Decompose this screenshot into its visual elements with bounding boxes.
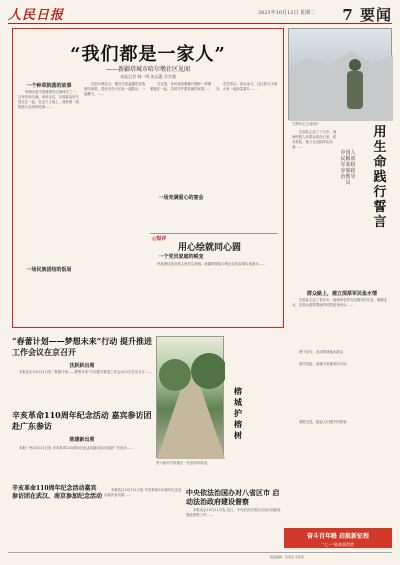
rule-of-law-headline[interactable]: 中央依法治国办对八省区市 启动法治政府建设督察 [186, 488, 280, 506]
right-subhead-3: 勇敢无畏，挺起人们眼中的脊梁 [299, 420, 347, 424]
feature-divider [150, 233, 278, 234]
banyan-caption: 图为福州市鼓楼区一处榕树林荫道。 [156, 461, 211, 465]
xinhai-guangdong-subhead: 陈建新出席 [69, 437, 95, 443]
xinhai-wuhan-text: 本报武汉10月11日电 辛亥革命110周年纪念活动嘉宾参访团…… [104, 488, 182, 497]
side-subhead: 群众路上，建立深厚军民鱼水情 [306, 291, 377, 297]
soldier-snow-image [289, 29, 393, 121]
lead-column-1: 塔城市是中国重要的边境城市之一，这里东西交流、南来北往，各族群众世代居住在一起，在这片土地上，流传着一段段感人至深的故事…… [18, 90, 80, 109]
spring-bud-text: 本报北京10月11日电 “春蕾计划——梦想未来”行动提升推进工作会议11日在京召开…… [19, 370, 152, 374]
rule-of-law-text: 本报北京10月11日电 近日，中央依法治国办启动法治政府建设督察工作…… [186, 508, 281, 517]
soldier-body [347, 71, 363, 109]
promo-line-2: “七一”勋章获得者 [321, 542, 355, 547]
xinhai-wuhan-headline[interactable]: 辛亥革命110周年纪念活动嘉宾参访团在武汉、南京参加纪念活动 [12, 485, 103, 500]
right-subhead-1: 勇于担当，成功救援落水群众 [299, 350, 344, 354]
feature-label: ◎短评 [152, 236, 167, 242]
anniversary-promo-box[interactable] [284, 528, 392, 548]
lead-column-3: 在这里，各民族同胞像石榴籽一样紧紧抱在一起，共同守护着美丽的家园…… [150, 82, 212, 91]
tree-canopy-left [159, 359, 191, 391]
right-subhead-2: 面对危险，他毫不犹豫冲向火场 [299, 362, 347, 366]
feature-title[interactable]: 用心绘就同心圆 [178, 243, 242, 253]
soldier-head [349, 59, 361, 71]
lead-subheadline: ——新疆塔城市哈尔墩社区见闻 [105, 66, 190, 73]
lead-subhead-3: 一场充满爱心的宴会 [158, 195, 204, 201]
side-headline[interactable]: 用生命践行誓言 [373, 125, 387, 230]
masthead-divider [8, 23, 392, 24]
banyan-image [157, 337, 225, 459]
banyan-title[interactable]: 榕城 护榕树 [234, 386, 242, 440]
side-column-2: 在部队生活了很多年，他始终坚持为民服务的宗旨，兢兢业业，在群众需要帮助的时候挺身而出…… [292, 298, 388, 307]
spring-bud-headline[interactable]: “春蕾计划——梦想未来”行动 提升推进工作会议在京召开 [12, 336, 152, 357]
lead-byline: 本报记者 韩一鸣 张远惠 乔杰涵 [120, 74, 176, 79]
lead-column-4: 党员带头、群众参与，社区的大小事务，大家一起商量着办…… [216, 82, 278, 91]
lead-column-2: 在哈尔墩社区，随处可见温馨的民族团结场景，居民们在小区里一起散步、一起聊天，…… [84, 82, 146, 96]
footer-editors: 版面编辑：张某某 李某某 [270, 555, 304, 559]
date-line: 2021年10月12日 星期二 [258, 10, 316, 16]
lead-subhead-4: 一个党员家庭的蜕变 [158, 254, 204, 260]
footer-divider [8, 552, 392, 553]
newspaper-logo: 人民日报 [8, 8, 65, 23]
side-kicker: 中国人民解放军某机步旅政治教导员 [340, 150, 356, 186]
spring-bud-subhead: 沈跃跃出席 [69, 363, 95, 369]
feature-text: 民族团结是各族人民的生命线。新疆塔城哈尔墩社区的故事告诉我们…… [157, 262, 266, 266]
xinhai-guangdong-headline[interactable]: 辛亥革命110周年纪念活动 嘉宾参访团赴广东参访 [12, 410, 152, 431]
lead-headline[interactable]: “我们都是一家人” [70, 44, 226, 65]
soldier-photo-caption: 王辉同志生前照片 [292, 122, 320, 126]
promo-line-1: 奋斗百年路 启航新征程 [306, 533, 370, 540]
xinhai-guangdong-text: 本报广州10月11日电 辛亥革命110周年纪念活动嘉宾参访团赴广东参访…… [19, 446, 134, 450]
snow-mountain [289, 51, 393, 121]
lead-subhead-1: 一个种草院落的故事 [26, 83, 72, 89]
side-column-1: 在部队生活了十几年，他始终把人民群众放在心里，面对危险，他义无反顾冲在前面…… [292, 130, 337, 149]
banyan-photo [156, 336, 224, 458]
page-number: 7 要闻 [342, 6, 392, 24]
masthead [8, 4, 392, 24]
path-walkway [157, 377, 225, 459]
soldier-snow-photo [288, 28, 392, 120]
lead-subhead-2: 一场民族团结的饭局 [26, 267, 72, 273]
